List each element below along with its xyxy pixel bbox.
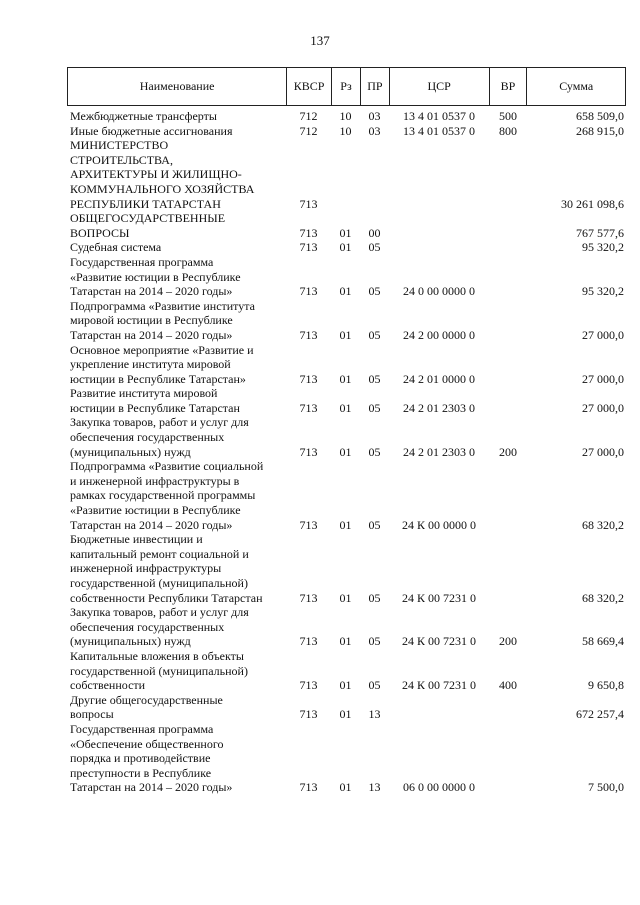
- cell-kvsr: 713: [299, 634, 318, 649]
- row-name-line: вопросы: [70, 707, 114, 722]
- row-name-line: РЕСПУБЛИКИ ТАТАРСТАН: [70, 196, 221, 211]
- row-name-line: государственной (муниципальной): [70, 663, 248, 678]
- row-name-line: Бюджетные инвестиции и: [70, 532, 203, 547]
- cell-rz: 01: [339, 590, 352, 605]
- row-name-line: юстиции в Республике Татарстан: [70, 400, 240, 415]
- row-name-line: рамках государственной программы: [70, 488, 256, 503]
- row-name-line: «Обеспечение общественного: [70, 736, 224, 751]
- cell-rz: 01: [339, 400, 352, 415]
- cell-vr: [489, 532, 527, 605]
- table-row: [67, 693, 626, 722]
- row-name: [67, 109, 286, 124]
- cell-sum: 27 000,0: [582, 371, 624, 386]
- row-name-line: (муниципальных) нужд: [70, 634, 191, 649]
- row-name: [67, 649, 286, 693]
- row-name: [67, 299, 286, 343]
- cell-kvsr: 712: [299, 109, 318, 123]
- cell-kvsr: 713: [299, 284, 318, 299]
- cell-sum: 658 509,0: [576, 109, 624, 123]
- cell-kvsr: 713: [299, 240, 318, 255]
- cell-sum: 767 577,6: [576, 225, 624, 240]
- row-name-line: Закупка товаров, работ и услуг для: [70, 415, 249, 430]
- row-name-line: «Развитие юстиции в Республике: [70, 503, 241, 518]
- cell-kvsr: 713: [299, 517, 318, 532]
- row-name-line: и инженерной инфраструктуры в: [70, 473, 240, 488]
- cell-kvsr: 713: [299, 327, 318, 342]
- cell-kvsr: 713: [299, 678, 318, 693]
- cell-csr: 24 К 00 7231 0: [401, 590, 476, 605]
- cell-rz: 01: [339, 240, 352, 255]
- header-name: Наименование: [139, 79, 215, 93]
- row-name: [67, 532, 286, 605]
- cell-pr: 05: [368, 327, 381, 342]
- cell-kvsr: 713: [299, 780, 318, 795]
- cell-pr: 05: [368, 400, 381, 415]
- row-name: [67, 343, 286, 387]
- cell-vr: 200: [499, 634, 517, 649]
- row-name-line: Государственная программа: [70, 721, 214, 736]
- row-name: [67, 138, 286, 211]
- header-pr: ПР: [360, 68, 389, 105]
- row-name: [67, 240, 286, 255]
- row-name: [67, 211, 286, 240]
- header-rz: Рз: [331, 68, 360, 105]
- row-name-line: Капитальные вложения в объекты: [70, 648, 244, 663]
- row-name-line: Судебная система: [70, 240, 162, 255]
- table-row: [67, 211, 626, 240]
- cell-csr: 13 4 01 0537 0: [403, 109, 475, 123]
- row-name-line: государственной (муниципальной): [70, 576, 248, 590]
- row-name: [67, 459, 286, 532]
- cell-vr: [489, 386, 527, 415]
- cell-rz: 01: [339, 371, 352, 386]
- cell-csr: 24 2 01 2303 0: [403, 400, 475, 415]
- row-name-line: СТРОИТЕЛЬСТВА,: [70, 152, 173, 167]
- row-name-line: юстиции в Республике Татарстан»: [70, 371, 246, 386]
- cell-rz: 01: [339, 707, 352, 722]
- cell-rz: 01: [339, 327, 352, 342]
- row-name: [67, 605, 286, 649]
- cell-vr: [489, 459, 527, 532]
- cell-pr: 13: [368, 707, 381, 722]
- cell-rz: 10: [339, 123, 352, 138]
- cell-vr: [489, 722, 527, 795]
- row-name-line: собственности: [70, 678, 146, 693]
- cell-csr: 24 2 00 0000 0: [403, 327, 475, 342]
- table-row: [67, 605, 626, 649]
- cell-vr: [489, 255, 527, 299]
- row-name-line: обеспечения государственных: [70, 619, 225, 634]
- cell-sum: 58 669,4: [582, 634, 624, 649]
- row-name-line: МИНИСТЕРСТВО: [70, 138, 169, 153]
- table-row: [67, 240, 626, 255]
- table-row: [67, 255, 626, 299]
- cell-rz: 01: [339, 225, 352, 240]
- row-name-line: ОБЩЕГОСУДАРСТВЕННЫЕ: [70, 211, 226, 226]
- cell-sum: 27 000,0: [582, 327, 624, 342]
- row-name-line: Иные бюджетные ассигнования: [70, 123, 233, 138]
- cell-pr: 05: [368, 284, 381, 299]
- row-name-line: Развитие института мировой: [70, 386, 218, 401]
- row-name-line: порядка и противодействие: [70, 751, 211, 766]
- row-name: [67, 693, 286, 722]
- table-row: [67, 722, 626, 795]
- cell-kvsr: 713: [299, 590, 318, 605]
- row-name-line: Межбюджетные трансферты: [70, 109, 217, 123]
- cell-sum: 672 257,4: [576, 707, 624, 722]
- cell-csr: 24 2 01 2303 0: [403, 444, 475, 459]
- cell-vr: [489, 211, 527, 240]
- cell-vr: 500: [499, 109, 517, 123]
- cell-sum: 7 500,0: [588, 780, 624, 795]
- table-row: [67, 124, 626, 139]
- cell-csr: [389, 693, 489, 722]
- cell-csr: 24 2 01 0000 0: [403, 371, 475, 386]
- cell-kvsr: 713: [299, 225, 318, 240]
- cell-sum: 9 650,8: [588, 678, 624, 693]
- page-number: 137: [310, 33, 330, 48]
- cell-sum: 68 320,2: [582, 517, 624, 532]
- row-name-line: собственности Республики Татарстан: [70, 590, 263, 605]
- cell-sum: 27 000,0: [582, 400, 624, 415]
- cell-kvsr: 713: [299, 444, 318, 459]
- cell-csr: 13 4 01 0537 0: [403, 123, 475, 138]
- cell-vr: [489, 343, 527, 387]
- row-name-line: Другие общегосударственные: [70, 692, 223, 707]
- cell-pr: 13: [368, 780, 381, 795]
- cell-rz: 01: [339, 780, 352, 795]
- row-name-line: инженерной инфраструктуры: [70, 561, 222, 576]
- table-row: [67, 649, 626, 693]
- cell-vr: [489, 693, 527, 722]
- cell-vr: [489, 138, 527, 211]
- row-name-line: капитальный ремонт социальной и: [70, 546, 249, 561]
- cell-kvsr: 713: [299, 707, 318, 722]
- cell-sum: 268 915,0: [576, 123, 624, 138]
- row-name-line: «Развитие юстиции в Республике: [70, 269, 241, 284]
- cell-vr: 800: [499, 123, 517, 138]
- cell-rz: 01: [339, 284, 352, 299]
- table-header: [67, 67, 626, 106]
- cell-pr: 00: [368, 225, 381, 240]
- cell-rz: 10: [339, 109, 352, 123]
- cell-pr: 05: [368, 590, 381, 605]
- cell-pr: 03: [368, 109, 381, 123]
- cell-csr: [389, 211, 489, 240]
- header-vr: ВР: [489, 68, 527, 105]
- cell-rz: 01: [339, 444, 352, 459]
- cell-pr: [360, 138, 389, 211]
- row-name-line: Подпрограмма «Развитие института: [70, 298, 255, 313]
- table-row: [67, 415, 626, 459]
- cell-rz: 01: [339, 634, 352, 649]
- cell-pr: 03: [368, 123, 381, 138]
- cell-rz: 01: [339, 678, 352, 693]
- cell-vr: [489, 299, 527, 343]
- cell-csr: 24 К 00 7231 0: [401, 678, 476, 693]
- row-name: [67, 124, 286, 139]
- cell-pr: 05: [368, 517, 381, 532]
- cell-pr: 05: [368, 240, 381, 255]
- table-row: [67, 138, 626, 211]
- row-name-line: Татарстан на 2014 – 2020 годы»: [70, 327, 233, 342]
- row-name-line: Основное мероприятие «Развитие и: [70, 342, 254, 357]
- row-name: [67, 386, 286, 415]
- cell-sum: 95 320,2: [582, 284, 624, 299]
- cell-kvsr: 712: [299, 123, 318, 138]
- cell-kvsr: 713: [299, 400, 318, 415]
- cell-sum: 27 000,0: [582, 444, 624, 459]
- cell-pr: 05: [368, 371, 381, 386]
- table-row: [67, 459, 626, 532]
- table-row: [67, 109, 626, 124]
- cell-kvsr: 713: [299, 196, 318, 211]
- cell-sum: 95 320,2: [582, 240, 624, 255]
- cell-csr: 24 К 00 0000 0: [401, 517, 476, 532]
- cell-csr: [389, 138, 489, 211]
- cell-kvsr: 713: [299, 371, 318, 386]
- table-body: [67, 109, 626, 795]
- row-name-line: Татарстан на 2014 – 2020 годы»: [70, 517, 233, 532]
- cell-vr: 200: [499, 444, 517, 459]
- row-name: [67, 722, 286, 795]
- cell-pr: 05: [368, 678, 381, 693]
- row-name: [67, 415, 286, 459]
- cell-sum: 30 261 098,6: [561, 196, 624, 211]
- row-name-line: Закупка товаров, работ и услуг для: [70, 605, 249, 620]
- cell-sum: 68 320,2: [582, 590, 624, 605]
- row-name-line: (муниципальных) нужд: [70, 444, 191, 459]
- table-row: [67, 386, 626, 415]
- row-name-line: Татарстан на 2014 – 2020 годы»: [70, 780, 233, 795]
- cell-csr: 06 0 00 0000 0: [403, 780, 475, 795]
- header-csr: ЦСР: [389, 68, 489, 105]
- cell-pr: 05: [368, 444, 381, 459]
- header-kvsr: КВСР: [286, 68, 331, 105]
- cell-vr: 400: [499, 678, 517, 693]
- row-name-line: АРХИТЕКТУРЫ И ЖИЛИЩНО-: [70, 167, 242, 182]
- table-row: [67, 299, 626, 343]
- row-name-line: преступности в Республике: [70, 765, 212, 780]
- cell-csr: [389, 240, 489, 255]
- row-name-line: КОММУНАЛЬНОГО ХОЗЯЙСТВА: [70, 181, 255, 196]
- cell-rz: 01: [339, 517, 352, 532]
- cell-rz: [331, 138, 360, 211]
- row-name-line: Подпрограмма «Развитие социальной: [70, 459, 264, 474]
- table-row: [67, 343, 626, 387]
- cell-csr: 24 К 00 7231 0: [401, 634, 476, 649]
- row-name: [67, 255, 286, 299]
- header-sum: Сумма: [526, 68, 625, 105]
- cell-vr: [489, 240, 527, 255]
- cell-csr: 24 0 00 0000 0: [403, 284, 475, 299]
- table-row: [67, 532, 626, 605]
- row-name-line: обеспечения государственных: [70, 430, 225, 445]
- row-name-line: укрепление института мировой: [70, 357, 231, 372]
- row-name-line: ВОПРОСЫ: [70, 225, 130, 240]
- row-name-line: Государственная программа: [70, 254, 214, 269]
- row-name-line: Татарстан на 2014 – 2020 годы»: [70, 284, 233, 299]
- row-name-line: мировой юстиции в Республике: [70, 313, 233, 328]
- cell-pr: 05: [368, 634, 381, 649]
